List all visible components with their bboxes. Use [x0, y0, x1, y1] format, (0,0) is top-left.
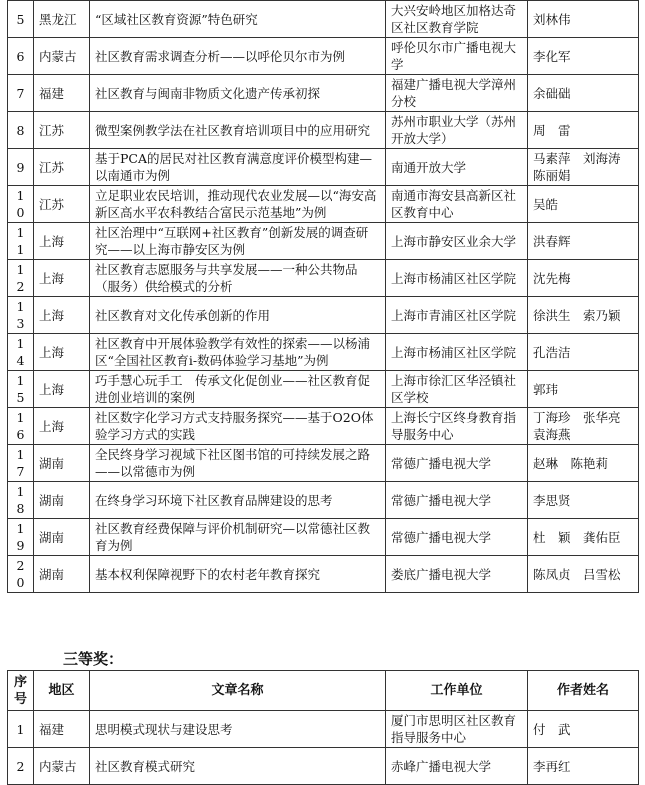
second-prize-table: [7, 0, 639, 593]
cell-unit: 上海市徐汇区华泾镇社区学校: [386, 371, 528, 408]
cell-authors: 李再红: [528, 748, 639, 785]
table-row: [8, 75, 639, 112]
cell-unit: 苏州市职业大学（苏州开放大学）: [386, 112, 528, 149]
table-row: [8, 711, 639, 748]
table-row: [8, 408, 639, 445]
cell-title: 社区教育需求调查分析——以呼伦贝尔市为例: [90, 38, 386, 75]
table-row: [8, 38, 639, 75]
table-row: [8, 556, 639, 593]
cell-title: 思明模式现状与建设思考: [90, 711, 386, 748]
table-row: [8, 371, 639, 408]
cell-title: 社区教育中开展体验教学有效性的探索——以杨浦区“全国社区教育i-数码体验学习基地”为例: [90, 334, 386, 371]
cell-region: 内蒙古: [34, 748, 90, 785]
cell-title: 基本权利保障视野下的农村老年教育探究: [90, 556, 386, 593]
cell-authors: 李思贤: [528, 482, 639, 519]
header-authors: 作者姓名: [528, 671, 639, 711]
cell-authors: 孔浩洁: [528, 334, 639, 371]
cell-title: 社区教育对文化传承创新的作用: [90, 297, 386, 334]
cell-region: 上海: [34, 371, 90, 408]
cell-authors: 洪春辉: [528, 223, 639, 260]
header-no: 序号: [8, 671, 34, 711]
third-prize-heading: 三等奖：: [63, 650, 124, 668]
cell-no: 1: [8, 711, 34, 748]
table-row: [8, 297, 639, 334]
cell-region: 上海: [34, 408, 90, 445]
cell-authors: 赵琳 陈艳莉: [528, 445, 639, 482]
cell-title: 社区数字化学习方式支持服务探究——基于O2O体验学习方式的实践: [90, 408, 386, 445]
cell-title: 社区教育与闽南非物质文化遗产传承初探: [90, 75, 386, 112]
third-prize-table: [7, 670, 639, 785]
cell-authors: 余础础: [528, 75, 639, 112]
cell-no: 17: [8, 445, 34, 482]
cell-region: 内蒙古: [34, 38, 90, 75]
cell-region: 福建: [34, 75, 90, 112]
cell-unit: 上海市青浦区社区学院: [386, 297, 528, 334]
cell-title: 在终身学习环境下社区教育品牌建设的思考: [90, 482, 386, 519]
cell-region: 湖南: [34, 519, 90, 556]
cell-title: 立足职业农民培训，推动现代农业发展—以“海安高新区高水平农科教结合富民示范基地”为例: [90, 186, 386, 223]
cell-unit: 呼伦贝尔市广播电视大学: [386, 38, 528, 75]
cell-no: 9: [8, 149, 34, 186]
cell-unit: 上海市杨浦区社区学院: [386, 260, 528, 297]
cell-region: 上海: [34, 297, 90, 334]
cell-unit: 厦门市思明区社区教育指导服务中心: [386, 711, 528, 748]
cell-title: 社区教育模式研究: [90, 748, 386, 785]
cell-title: 微型案例教学法在社区教育培训项目中的应用研究: [90, 112, 386, 149]
cell-authors: 陈凤贞 吕雪松: [528, 556, 639, 593]
cell-unit: 娄底广播电视大学: [386, 556, 528, 593]
cell-region: 江苏: [34, 186, 90, 223]
cell-unit: 常德广播电视大学: [386, 519, 528, 556]
cell-authors: 杜 颖 龚佑臣: [528, 519, 639, 556]
cell-authors: 沈先梅: [528, 260, 639, 297]
cell-no: 18: [8, 482, 34, 519]
table-header-row: [8, 671, 639, 711]
cell-authors: 郭玮: [528, 371, 639, 408]
cell-region: 湖南: [34, 482, 90, 519]
cell-unit: 大兴安岭地区加格达奇区社区教育学院: [386, 1, 528, 38]
table-row: [8, 334, 639, 371]
cell-region: 上海: [34, 334, 90, 371]
table-row: [8, 519, 639, 556]
cell-region: 江苏: [34, 149, 90, 186]
cell-title: 基于PCA的居民对社区教育满意度评价模型构建—以南通市为例: [90, 149, 386, 186]
header-region: 地区: [34, 671, 90, 711]
table-row: [8, 445, 639, 482]
cell-no: 16: [8, 408, 34, 445]
cell-unit: 上海市杨浦区社区学院: [386, 334, 528, 371]
cell-no: 19: [8, 519, 34, 556]
cell-unit: 南通开放大学: [386, 149, 528, 186]
cell-no: 10: [8, 186, 34, 223]
cell-authors: 刘林伟: [528, 1, 639, 38]
cell-no: 13: [8, 297, 34, 334]
table-row: [8, 1, 639, 38]
header-title: 文章名称: [90, 671, 386, 711]
cell-unit: 常德广播电视大学: [386, 445, 528, 482]
cell-no: 5: [8, 1, 34, 38]
cell-region: 上海: [34, 223, 90, 260]
cell-authors: 付 武: [528, 711, 639, 748]
cell-no: 6: [8, 38, 34, 75]
cell-region: 江苏: [34, 112, 90, 149]
cell-title: 全民终身学习视域下社区图书馆的可持续发展之路——以常德市为例: [90, 445, 386, 482]
header-unit: 工作单位: [386, 671, 528, 711]
cell-authors: 徐洪生 索乃颖: [528, 297, 639, 334]
cell-region: 湖南: [34, 556, 90, 593]
cell-unit: 南通市海安县高新区社区教育中心: [386, 186, 528, 223]
cell-no: 15: [8, 371, 34, 408]
table-row: [8, 112, 639, 149]
cell-no: 7: [8, 75, 34, 112]
cell-region: 上海: [34, 260, 90, 297]
cell-unit: 福建广播电视大学漳州分校: [386, 75, 528, 112]
cell-unit: 常德广播电视大学: [386, 482, 528, 519]
cell-authors: 周 雷: [528, 112, 639, 149]
cell-no: 14: [8, 334, 34, 371]
table-row: [8, 260, 639, 297]
cell-title: 巧手慧心玩手工 传承文化促创业——社区教育促进创业培训的案例: [90, 371, 386, 408]
cell-region: 福建: [34, 711, 90, 748]
table-row: [8, 149, 639, 186]
cell-title: 社区教育经费保障与评价机制研究—以常德社区教育为例: [90, 519, 386, 556]
cell-authors: 马素萍 刘海涛 陈丽娟: [528, 149, 639, 186]
cell-authors: 丁海珍 张华亮 袁海燕: [528, 408, 639, 445]
cell-no: 20: [8, 556, 34, 593]
cell-unit: 上海长宁区终身教育指导服务中心: [386, 408, 528, 445]
table-row: [8, 748, 639, 785]
table-row: [8, 223, 639, 260]
cell-region: 黑龙江: [34, 1, 90, 38]
cell-no: 12: [8, 260, 34, 297]
cell-no: 8: [8, 112, 34, 149]
cell-unit: 上海市静安区业余大学: [386, 223, 528, 260]
cell-title: 社区治理中“互联网+社区教育”创新发展的调查研究——以上海市静安区为例: [90, 223, 386, 260]
cell-authors: 李化军: [528, 38, 639, 75]
cell-region: 湖南: [34, 445, 90, 482]
cell-no: 2: [8, 748, 34, 785]
cell-unit: 赤峰广播电视大学: [386, 748, 528, 785]
table-row: [8, 482, 639, 519]
cell-title: “区域社区教育资源”特色研究: [90, 1, 386, 38]
cell-authors: 吴皓: [528, 186, 639, 223]
table-row: [8, 186, 639, 223]
cell-no: 11: [8, 223, 34, 260]
cell-title: 社区教育志愿服务与共享发展——一种公共物品（服务）供给模式的分析: [90, 260, 386, 297]
